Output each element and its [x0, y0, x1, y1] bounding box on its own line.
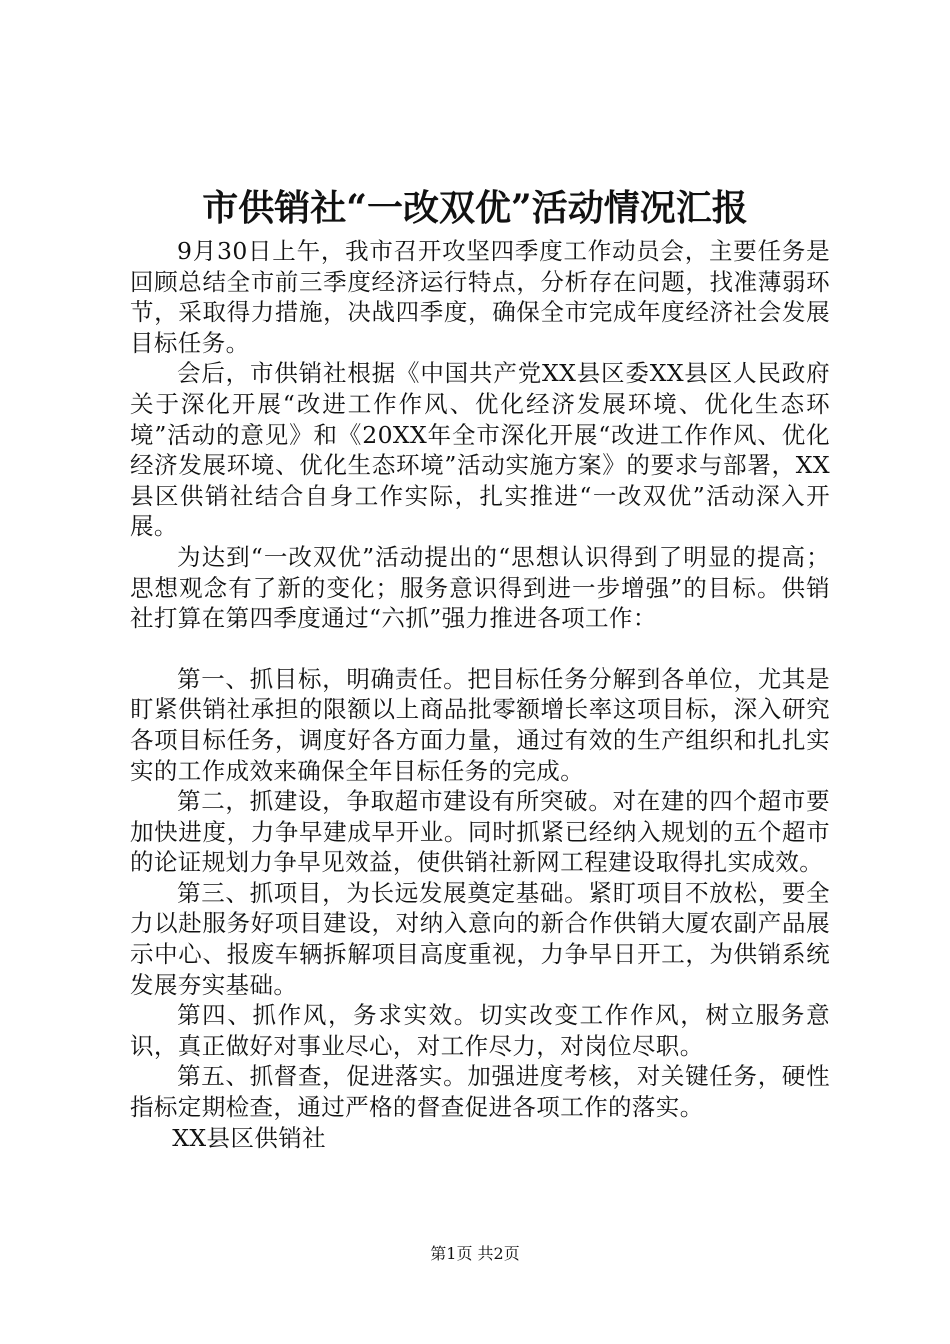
paragraph-item-5: 第五、抓督查，促进落实。加强进度考核，对关键任务，硬性指标定期检查，通过严格的督查促进各项工作的落实。 [130, 1062, 830, 1122]
page-footer: 第1页 共2页 [430, 1244, 520, 1263]
paragraph-item-3: 第三、抓项目，为长远发展奠定基础。紧盯项目不放松，要全力以赴服务好项目建设，对纳入意向的新合作供销大厦农副产品展示中心、报废车辆拆解项目高度重视，力争早日开工，为供销系统发展夯实基础。 [130, 878, 830, 999]
signature: XX县区供销社 [172, 1123, 327, 1152]
paragraph-goals: 为达到“一改双优”活动提出的“思想认识得到了明显的提高；思想观念有了新的变化；服务意识得到进一步增强”的目标。供销社打算在第四季度通过“六抓”强力推进各项工作： [130, 542, 830, 633]
paragraph-item-4: 第四、抓作风，务求实效。切实改变工作作风，树立服务意识，真正做好对事业尽心，对工作尽力，对岗位尽职。 [130, 1001, 830, 1060]
paragraph-item-1: 第一、抓目标，明确责任。把目标任务分解到各单位，尤其是盯紧供销社承担的限额以上商品批零额增长率这项目标，深入研究各项目标任务，调度好各方面力量，通过有效的生产组织和扎扎实实的工作成效来确保全年目标任务的完成。 [130, 664, 830, 785]
document-title: 市供销社“一改双优”活动情况汇报 [202, 187, 748, 229]
document-body [130, 236, 830, 1153]
paragraph-item-2: 第二，抓建设，争取超市建设有所突破。对在建的四个超市要加快进度，力争早建成早开业。同时抓紧已经纳入规划的五个超市的论证规划力争早见效益，使供销社新网工程建设取得扎实成效。 [130, 787, 830, 877]
paragraph-after-meeting: 会后，市供销社根据《中国共产党XX县区委XX县区人民政府关于深化开展“改进工作作风、优化经济发展环境、优化生态环境”活动的意见》和《20XX年全市深化开展“改进工作作风、优化经济发展环境、优化生态环境”活动实施方案》的要求与部署，XX县区供销社结合自身工作实际，扎实推进“一改双优”活动深入开展。 [130, 359, 830, 541]
paragraph-meeting: 9月30日上午，我市召开攻坚四季度工作动员会，主要任务是回顾总结全市前三季度经济运行特点，分析存在问题，找准薄弱环节，采取得力措施，决战四季度，确保全市完成年度经济社会发展目标任务。 [130, 237, 830, 357]
